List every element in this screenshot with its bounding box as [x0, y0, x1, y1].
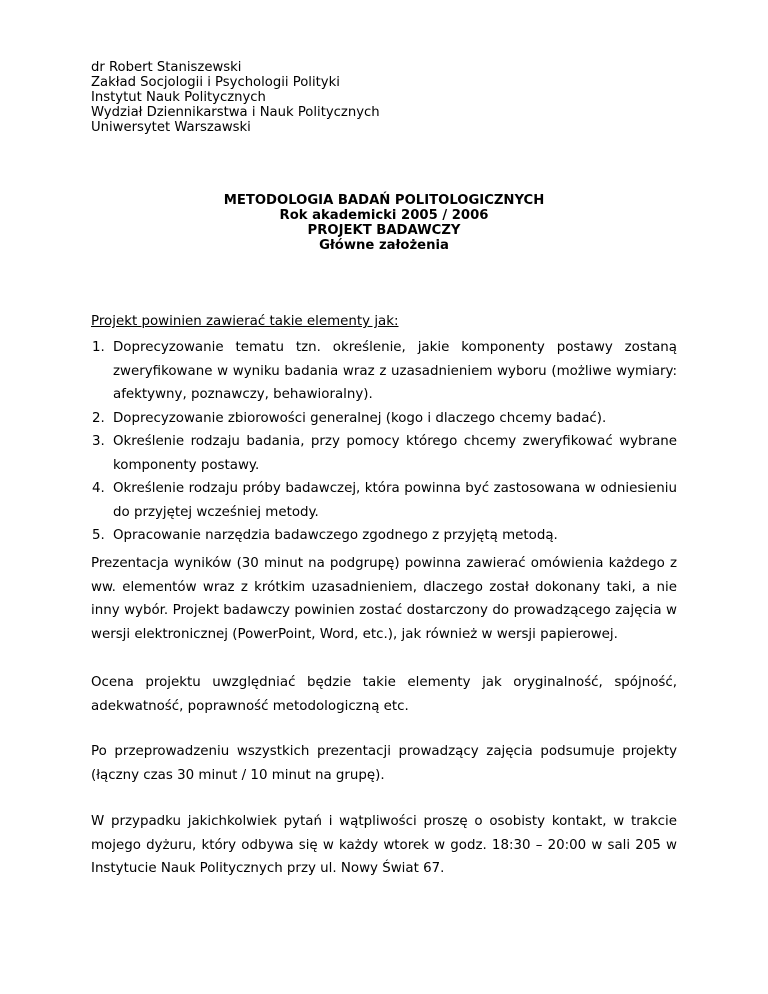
list-item: 2. Doprecyzowanie zbiorowości generalnej (kogo i dlaczego chcemy badać).: [109, 407, 677, 431]
title-block: [0, 193, 768, 253]
academic-year: Rok akademicki 2005 / 2006: [279, 208, 489, 223]
course-title: METODOLOGIA BADAŃ POLITOLOGICZNYCH: [223, 193, 545, 208]
evaluation-paragraph-line2: adekwatność, poprawność metodologiczną etc.: [91, 699, 409, 714]
author-institute: Instytut Nauk Politycznych: [91, 90, 266, 105]
list-item: 4. Określenie rodzaju próby badawczej, która powinna być zastosowana w odniesieniu do przyjętej wcześniej metody.: [109, 477, 677, 524]
evaluation-paragraph-line1: Ocena projektu uwzględniać będzie takie elementy jak oryginalność, spójność,: [91, 675, 677, 690]
requirements-list: [91, 336, 677, 548]
summary-paragraph: Po przeprowadzeniu wszystkich prezentacji prowadzący zajęcia podsumuje projekty (łączny czas 30 minut / 10 minut na grupę).: [91, 744, 677, 783]
author-faculty: Wydział Dziennikarstwa i Nauk Politycznych: [91, 105, 380, 120]
list-item: 5. Opracowanie narzędzia badawczego zgodnego z przyjętą metodą.: [109, 524, 677, 548]
project-subtitle: Główne założenia: [319, 238, 449, 253]
contact-paragraph: W przypadku jakichkolwiek pytań i wątpliwości proszę o osobisty kontakt, w trakcie mojego dyżuru, który odbywa się w każdy wtorek w godz. 18:30 – 20:00 w sali 205 w Instytucie Nauk Politycznych przy ul. Nowy Świat 67.: [91, 814, 677, 876]
list-item: 3. Określenie rodzaju badania, przy pomocy którego chcemy zweryfikować wybrane komponenty postawy.: [109, 430, 677, 477]
requirements-heading: Projekt powinien zawierać takie elementy jak:: [91, 314, 399, 329]
author-name: dr Robert Staniszewski: [91, 60, 242, 75]
author-block: [91, 60, 380, 135]
project-title: PROJEKT BADAWCZY: [307, 223, 461, 238]
list-item: 1. Doprecyzowanie tematu tzn. określenie, jakie komponenty postawy zostaną zweryfikowane w wyniku badania wraz z uzasadnieniem wyboru (możliwe wymiary: afektywny, poznawczy, behawioralny).: [109, 336, 677, 407]
presentation-paragraph: Prezentacja wyników (30 minut na podgrupę) powinna zawierać omówienia każdego z ww. elementów wraz z krótkim uzasadnieniem, dlaczego został dokonany taki, a nie inny wybór. Projekt badawczy powinien zostać dostarczony do prowadzącego zajęcia w wersji elektronicznej (PowerPoint, Word, etc.), jak również w wersji papierowej.: [91, 556, 677, 642]
author-university: Uniwersytet Warszawski: [91, 120, 251, 135]
requirements-section: [91, 313, 677, 548]
author-department: Zakład Socjologii i Psychologii Polityki: [91, 75, 340, 90]
